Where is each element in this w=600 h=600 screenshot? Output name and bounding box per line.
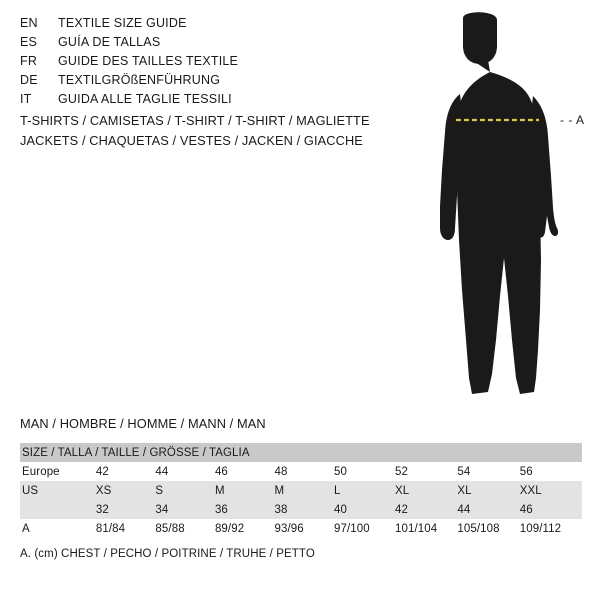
size-table-wrapper bbox=[20, 443, 582, 538]
footnote-chest: A. (cm) CHEST / PECHO / POITRINE / TRUHE / PETTO bbox=[20, 548, 315, 560]
cell-europe-3: 48 bbox=[274, 462, 334, 481]
size-table bbox=[20, 443, 582, 538]
language-code-it: IT bbox=[20, 92, 32, 106]
category-list bbox=[20, 111, 440, 151]
cell-usnum-3: 38 bbox=[274, 500, 334, 519]
table-row bbox=[20, 481, 582, 500]
cell-usnum-4: 40 bbox=[334, 500, 395, 519]
category-tshirts: T-SHIRTS / CAMISETAS / T-SHIRT / T-SHIRT / MAGLIETTE bbox=[20, 113, 370, 128]
cell-europe-1: 44 bbox=[155, 462, 215, 481]
cell-us-7: XXL bbox=[520, 481, 582, 500]
row-label-us: US bbox=[20, 481, 96, 500]
cell-us-4: L bbox=[334, 481, 395, 500]
cell-europe-0: 42 bbox=[96, 462, 156, 481]
cell-europe-7: 56 bbox=[520, 462, 582, 481]
row-label-europe: Europe bbox=[20, 462, 96, 481]
body-silhouette-figure bbox=[400, 10, 600, 410]
table-row bbox=[20, 500, 582, 519]
cell-usnum-0: 32 bbox=[96, 500, 156, 519]
row-label-a: A bbox=[20, 519, 96, 538]
cell-usnum-7: 46 bbox=[520, 500, 582, 519]
language-code-fr: FR bbox=[20, 54, 38, 68]
cell-europe-6: 54 bbox=[457, 462, 519, 481]
chest-callout-label bbox=[560, 113, 585, 127]
language-text-en: TEXTILE SIZE GUIDE bbox=[58, 16, 187, 30]
cell-us-1: S bbox=[155, 481, 215, 500]
cell-europe-4: 50 bbox=[334, 462, 395, 481]
language-row-de bbox=[20, 73, 380, 92]
language-row-es bbox=[20, 35, 380, 54]
cell-a-6: 105/108 bbox=[457, 519, 519, 538]
language-row-fr bbox=[20, 54, 380, 73]
language-text-de: TEXTILGRÖßENFÜHRUNG bbox=[58, 73, 221, 87]
cell-us-5: XL bbox=[395, 481, 457, 500]
table-row bbox=[20, 519, 582, 538]
table-row bbox=[20, 462, 582, 481]
cell-usnum-6: 44 bbox=[457, 500, 519, 519]
cell-us-0: XS bbox=[96, 481, 156, 500]
cell-usnum-1: 34 bbox=[155, 500, 215, 519]
callout-dash: - - bbox=[560, 113, 573, 127]
cell-a-2: 89/92 bbox=[215, 519, 275, 538]
language-row-en bbox=[20, 16, 380, 35]
language-text-it: GUIDA ALLE TAGLIE TESSILI bbox=[58, 92, 232, 106]
male-silhouette-icon bbox=[400, 10, 600, 410]
cell-a-1: 85/88 bbox=[155, 519, 215, 538]
language-code-de: DE bbox=[20, 73, 38, 87]
language-text-es: GUÍA DE TALLAS bbox=[58, 35, 161, 49]
cell-a-4: 97/100 bbox=[334, 519, 395, 538]
callout-letter: A bbox=[576, 113, 585, 127]
table-header-label: SIZE / TALLA / TAILLE / GRÖSSE / TAGLIA bbox=[20, 443, 582, 462]
section-heading-man: MAN / HOMBRE / HOMME / MANN / MAN bbox=[20, 416, 266, 431]
cell-a-7: 109/112 bbox=[520, 519, 582, 538]
cell-usnum-2: 36 bbox=[215, 500, 275, 519]
cell-a-3: 93/96 bbox=[274, 519, 334, 538]
language-list bbox=[20, 16, 380, 111]
cell-a-0: 81/84 bbox=[96, 519, 156, 538]
row-label-us-numeric bbox=[20, 500, 96, 519]
cell-us-2: M bbox=[215, 481, 275, 500]
language-code-en: EN bbox=[20, 16, 38, 30]
category-jackets: JACKETS / CHAQUETAS / VESTES / JACKEN / GIACCHE bbox=[20, 133, 363, 148]
cell-europe-2: 46 bbox=[215, 462, 275, 481]
language-row-it bbox=[20, 92, 380, 111]
language-code-es: ES bbox=[20, 35, 38, 49]
cell-us-3: M bbox=[274, 481, 334, 500]
cell-a-5: 101/104 bbox=[395, 519, 457, 538]
language-text-fr: GUIDE DES TAILLES TEXTILE bbox=[58, 54, 239, 68]
cell-us-6: XL bbox=[457, 481, 519, 500]
table-header-row bbox=[20, 443, 582, 462]
cell-usnum-5: 42 bbox=[395, 500, 457, 519]
cell-europe-5: 52 bbox=[395, 462, 457, 481]
